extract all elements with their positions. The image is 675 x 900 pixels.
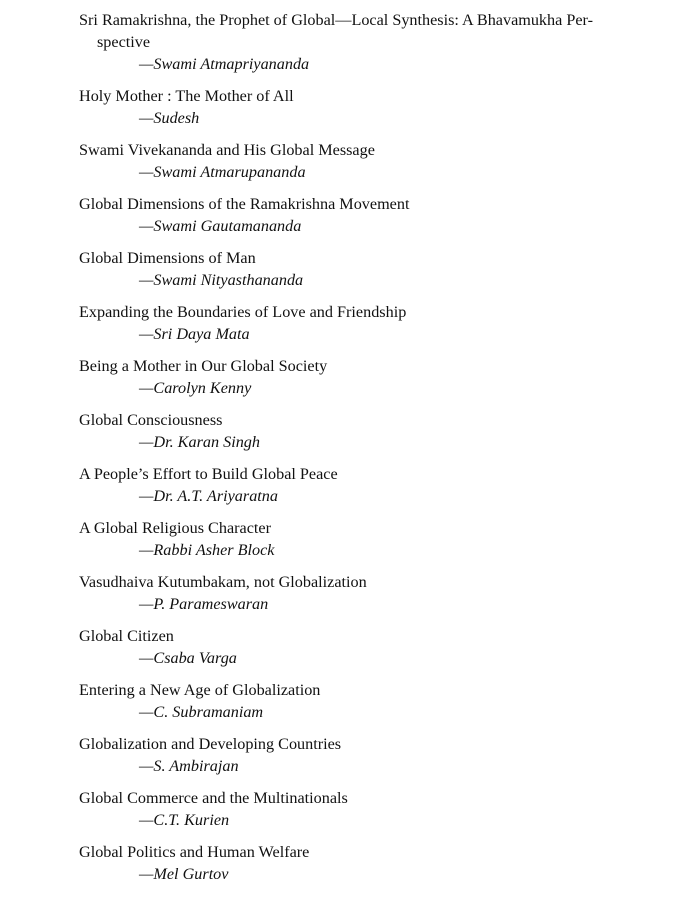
contents-entry [79, 85, 639, 129]
entry-title: Global Dimensions of Man [79, 249, 256, 267]
entry-author: —P. Parameswaran [139, 595, 269, 613]
entry-author: —Carolyn Kenny [139, 379, 252, 397]
entry-title: Global Dimensions of the Ramakrishna Movement [79, 195, 410, 213]
entry-author: —Sri Daya Mata [139, 325, 250, 343]
entry-title: Global Commerce and the Multinationals [79, 789, 348, 807]
entry-title: Globalization and Developing Countries [79, 735, 342, 753]
entry-title: Sri Ramakrishna, the Prophet of Global—Local Synthesis: A Bhavamukha Per-spective [79, 11, 593, 51]
entry-author: —Swami Atmarupananda [139, 163, 306, 181]
entry-title: Vasudhaiva Kutumbakam, not Globalization [79, 573, 367, 591]
entry-author: —Sudesh [139, 109, 200, 127]
entry-author: —S. Ambirajan [139, 757, 239, 775]
contents-entry [79, 247, 639, 291]
entry-title: Global Consciousness [79, 411, 223, 429]
contents-entry [79, 679, 639, 723]
contents-entry [79, 517, 639, 561]
entry-author: —Swami Atmapriyananda [139, 55, 310, 73]
entry-author: —Swami Nityasthananda [139, 271, 304, 289]
contents-entry [79, 571, 639, 615]
contents-entry [79, 625, 639, 669]
contents-entry [79, 193, 639, 237]
contents-entry [79, 841, 639, 885]
contents-entry [79, 463, 639, 507]
contents-entry [79, 409, 639, 453]
entry-title: A People’s Effort to Build Global Peace [79, 465, 338, 483]
entry-author: —Csaba Varga [139, 649, 237, 667]
entry-author: —C.T. Kurien [139, 811, 230, 829]
contents-entry [79, 9, 639, 75]
entry-author: —Rabbi Asher Block [139, 541, 275, 559]
contents-entry [79, 301, 639, 345]
entry-title: Global Citizen [79, 627, 174, 645]
entry-title: Holy Mother : The Mother of All [79, 87, 294, 105]
entry-title: Global Politics and Human Welfare [79, 843, 310, 861]
contents-entry [79, 355, 639, 399]
contents-entry [79, 733, 639, 777]
entry-author: —Mel Gurtov [139, 865, 229, 883]
contents-entry [79, 139, 639, 183]
entry-title: Entering a New Age of Globalization [79, 681, 321, 699]
entry-title: Swami Vivekananda and His Global Message [79, 141, 375, 159]
entry-title: A Global Religious Character [79, 519, 271, 537]
entry-author: —C. Subramaniam [139, 703, 264, 721]
entry-author: —Swami Gautamananda [139, 217, 302, 235]
contents-list [79, 9, 639, 895]
entry-title: Expanding the Boundaries of Love and Friendship [79, 303, 407, 321]
contents-entry [79, 787, 639, 831]
entry-author: —Dr. A.T. Ariyaratna [139, 487, 278, 505]
entry-title: Being a Mother in Our Global Society [79, 357, 328, 375]
entry-author: —Dr. Karan Singh [139, 433, 260, 451]
